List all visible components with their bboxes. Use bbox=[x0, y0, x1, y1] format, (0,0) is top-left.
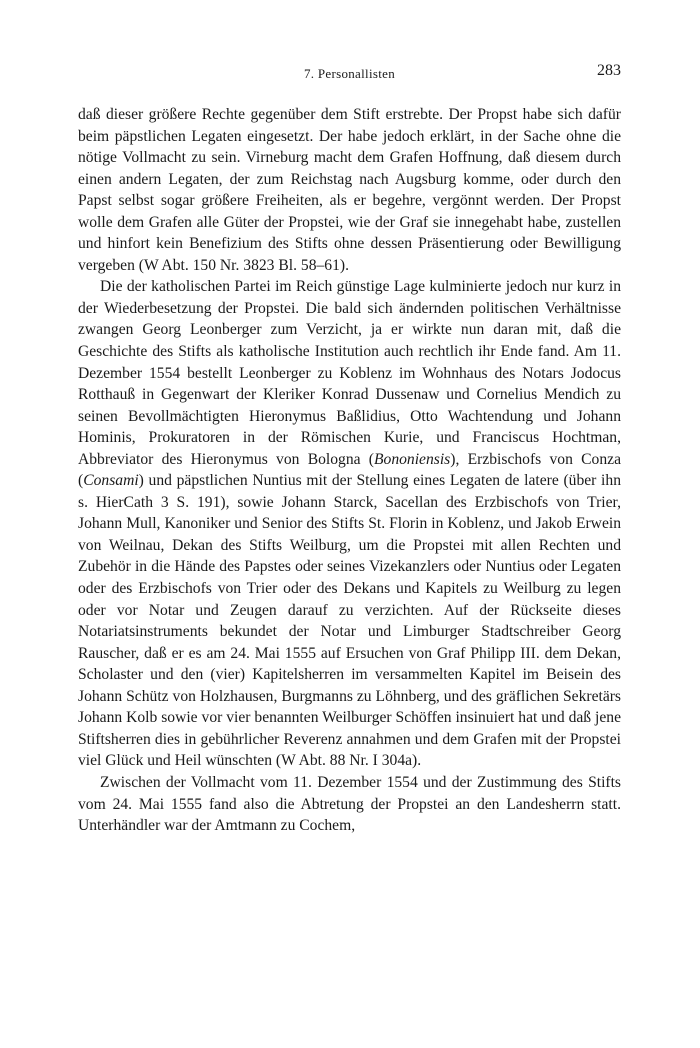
running-head: 7. Personallisten bbox=[303, 66, 396, 81]
paragraph: daß dieser größere Rechte gegenüber dem Stift erstrebte. Der Propst habe sich dafür beim päpstlichen Legaten eingesetzt. Der habe jedoch erklärt, in der Sache ohne die nötige Vollmacht zu sein. Virneburg macht dem Grafen Hoffnung, daß diesem durch einen andern Legaten, der zum Reichstag nach Augsburg komme, oder durch den Papst selbst sogar größere Freiheiten, als er begehre, vergönnt werden. Der Propst wolle dem Grafen alle Güter der Propstei, wie der Graf sie innegehabt habe, zustellen und hinfort kein Benefizium des Stifts ohne dessen Präsentierung oder Bewilligung vergeben (W Abt. 150 Nr. 3823 Bl. 58–61). bbox=[78, 106, 621, 274]
paragraph: Zwischen der Vollmacht vom 11. Dezember 1554 und der Zustimmung des Stifts vom 24. Mai 1555 fand also die Abtretung der Propstei an den Landesherrn statt. Unterhändler war der Amtmann zu Cochem, bbox=[78, 773, 621, 835]
paragraph: Die der katholischen Partei im Reich günstige Lage kulminierte jedoch nur kurz in der Wiederbesetzung der Propstei. Die bald sich ändernden politischen Verhältnisse zwangen Georg Leonberger zum Verzicht, ja er wirkte nun daran mit, daß die Geschichte des Stifts als katholische Institution auch rechtlich ihr Ende fand. Am 11. Dezember 1554 bestellt Leonberger zu Koblenz im Wohnhaus des Notars Jodocus Rotthauß in Gegenwart der Kleriker Konrad Dussenaw und Cornelius Mendich zu seinen Bevollmächtigten Hieronymus Baßlidius, Otto Wachtendung und Johann Hominis, Prokuratoren in der Römischen Kurie, und Franciscus Hochtman, Abbreviator des Hieronymus von Bologna (Bononiensis), Erzbischofs von Conza (Consami) und päpstlichen Nuntius mit der Stellung eines Legaten de latere (über ihn s. HierCath 3 S. 191), sowie Johann Starck, Sacellan des Erzbischofs von Trier, Johann Mull, Kanoniker und Senior des Stifts St. Florin in Koblenz, und Jakob Erwein von Weilnau, Dekan des Stifts Weilburg, um die Propstei mit allen Rechten und Zubehör in die Hände des Papstes oder seines Vizekanzlers oder Nuntius oder Legaten oder des Erzbischofs von Trier oder des Dekans und Kapitels zu Weilburg zu legen oder vor Notar und Zeugen darauf zu verzichten. Auf der Rückseite dieses Notariatsinstruments bekundet der Notar und Limburger Stadtschreiber Georg Rauscher, daß er es am 24. Mai 1555 auf Ersuchen von Graf Philipp III. dem Dekan, Scholaster und den (vier) Kapitelsherren im versammelten Kapitel im Beisein des Johann Schütz von Holzhausen, Burgmanns zu Löhnberg, und des gräflichen Sekretärs Johann Kolb sowie vor vier benannten Weilburger Schöffen insinuiert hat und daß jene Stiftsherren dies in gebührlicher Reverenz annahmen und dem Grafen mit der Propstei viel Glück und Heil wünschten (W Abt. 88 Nr. I 304a). bbox=[78, 278, 621, 770]
body-text bbox=[78, 104, 621, 837]
page-number: 283 bbox=[597, 62, 621, 79]
page-header bbox=[78, 62, 621, 84]
